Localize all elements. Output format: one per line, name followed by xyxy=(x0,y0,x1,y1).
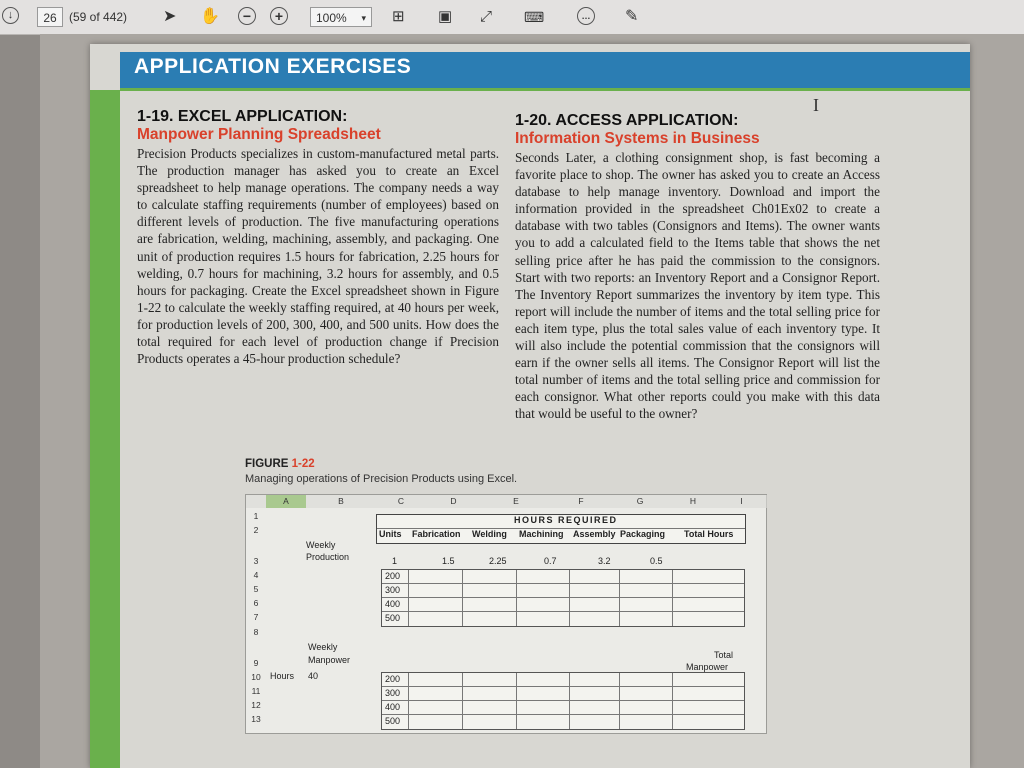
column-header: C xyxy=(376,495,427,508)
row-header: 4 xyxy=(253,570,259,580)
row-header: 6 xyxy=(253,598,259,608)
units-cell: 400 xyxy=(385,599,401,609)
download-icon[interactable]: ↓ xyxy=(2,7,19,24)
comment-icon[interactable]: … xyxy=(577,7,595,25)
rate-cell: 0.7 xyxy=(544,556,557,566)
pen-icon[interactable]: ✎ xyxy=(625,8,639,25)
spreadsheet-figure xyxy=(245,494,767,734)
row-header: 7 xyxy=(253,612,259,622)
weekly-production-label: Weekly xyxy=(306,540,336,550)
column-header: A xyxy=(266,495,307,508)
hours-required-title: HOURS REQUIRED xyxy=(514,515,618,525)
total-hours-header: Total Hours xyxy=(684,529,734,539)
chevron-down-icon: ▾ xyxy=(361,13,366,23)
total-manpower-label: Manpower xyxy=(686,662,729,672)
section-title: APPLICATION EXERCISES xyxy=(134,55,412,78)
zoom-select[interactable] xyxy=(310,7,372,27)
row-header: 11 xyxy=(251,686,261,696)
text-cursor: I xyxy=(813,95,819,115)
exercise-subheading: Information Systems in Business xyxy=(515,130,760,147)
row-header: 13 xyxy=(251,714,261,724)
row-header: 3 xyxy=(253,556,259,566)
welding-header: Welding xyxy=(472,529,507,539)
column-header: D xyxy=(426,495,482,508)
column-header: I xyxy=(717,495,767,508)
zoom-value: 100% xyxy=(316,11,347,25)
row-header: 8 xyxy=(253,627,259,637)
rate-cell: 0.5 xyxy=(650,556,663,566)
weekly-production-label: Production xyxy=(306,552,350,562)
unit-one-cell: 1 xyxy=(392,556,398,566)
corner-cell xyxy=(246,495,267,508)
packaging-header: Packaging xyxy=(620,529,666,539)
select-tool-icon[interactable]: ➤ xyxy=(163,8,177,25)
figure-number: 1-22 xyxy=(291,458,315,470)
column-header: H xyxy=(669,495,718,508)
zoom-out-icon[interactable]: − xyxy=(238,7,256,25)
units-header: Units xyxy=(379,529,402,539)
page-side-bar xyxy=(90,90,120,768)
figure-label-word: FIGURE xyxy=(245,458,289,470)
exercise-heading: 1-19. EXCEL APPLICATION: xyxy=(137,108,348,125)
exercise-subheading: Manpower Planning Spreadsheet xyxy=(137,126,381,143)
column-header: E xyxy=(481,495,552,508)
assembly-header: Assembly xyxy=(573,529,616,539)
hours-label: Hours xyxy=(270,671,295,681)
rate-cell: 2.25 xyxy=(489,556,507,566)
hours-value: 40 xyxy=(308,671,319,681)
figure-label xyxy=(245,458,315,470)
row-header: 9 xyxy=(253,658,259,668)
exercise-heading: 1-20. ACCESS APPLICATION: xyxy=(515,112,739,129)
page-number-input[interactable]: 26 xyxy=(37,7,63,27)
units-cell: 500 xyxy=(385,613,401,623)
exercise-1-19 xyxy=(137,108,499,367)
hand-tool-icon[interactable]: ✋ xyxy=(200,8,220,25)
units-cell: 300 xyxy=(385,585,401,595)
units-cell: 300 xyxy=(385,688,401,698)
fit-page-icon[interactable]: ⊞ xyxy=(392,8,405,25)
figure-caption: Managing operations of Precision Products using Excel. xyxy=(245,473,518,485)
rate-cell: 3.2 xyxy=(598,556,611,566)
page-count-label: (59 of 442) xyxy=(69,10,128,24)
exercise-body: Seconds Later, a clothing consignment shop, is fast becoming a favorite place to shop. The owner has asked you to create an Access database to help manage inventory. Download and import the information provided in the spreadsheet Ch01Ex02 to create a database with two tables (Consignors and Items). The owner wants you to add a calculated field to the Items table that shows the net selling price after he has paid the commission to the consignors. Start with two reports: an Inventory Report and a Consignor Report. The Inventory Report summarizes the inventory by item type. This report will include the number of items and the total selling price for each item type, plus the total sales value of each inventory type. It will also include the potential commission that the consignors will earn if the owner sells all items. The Consignor Report will list the total number of items and the total selling price and commission for each consignor. What other reports could you make with this data that would be useful to the owner? xyxy=(515,150,880,422)
exercise-1-20 xyxy=(515,112,880,423)
keyboard-icon[interactable]: ⌨ xyxy=(524,9,545,25)
row-header: 10 xyxy=(251,672,261,682)
exercise-body: Precision Products specializes in custom-manufactured metal parts. The production manager has asked you to create an Excel spreadsheet to help manage operations. The company needs a way to calculate staffing requirements (number of employees) based on different levels of production. The five manufacturing operations are fabrication, welding, machining, assembly, and packaging. One unit of production requires 1.5 hours for fabrication, 2.25 hours for welding, 0.7 hours for machining, 3.2 hours for assembly, and 0.5 hours for packaging. Create the Excel spreadsheet shown in Figure 1-22 to calculate the weekly staffing required, at 40 hours per week, for production levels of 200, 300, 400, and 500 units. How does the total required for each level of production change if Precision Products operates a 45-hour production schedule? xyxy=(137,146,499,367)
zoom-in-icon[interactable]: + xyxy=(270,7,288,25)
row-header: 1 xyxy=(253,511,259,521)
total-manpower-label: Total xyxy=(714,650,734,660)
weekly-manpower-label: Manpower xyxy=(308,655,351,665)
machining-header: Machining xyxy=(519,529,564,539)
column-header: G xyxy=(611,495,670,508)
fabrication-header: Fabrication xyxy=(412,529,461,539)
row-header: 5 xyxy=(253,584,259,594)
fullscreen-icon[interactable]: ⤢ xyxy=(480,8,493,25)
units-cell: 200 xyxy=(385,674,401,684)
weekly-manpower-label: Weekly xyxy=(308,642,338,652)
pdf-toolbar xyxy=(0,0,1024,35)
column-header: F xyxy=(551,495,612,508)
units-cell: 500 xyxy=(385,716,401,726)
column-header: B xyxy=(306,495,377,508)
units-cell: 200 xyxy=(385,571,401,581)
manpower-grid xyxy=(381,672,745,730)
production-grid xyxy=(381,569,745,627)
rate-cell: 1.5 xyxy=(442,556,455,566)
rotate-icon[interactable]: ▣ xyxy=(438,8,453,25)
row-header: 12 xyxy=(251,700,261,710)
row-header: 2 xyxy=(253,525,259,535)
units-cell: 400 xyxy=(385,702,401,712)
